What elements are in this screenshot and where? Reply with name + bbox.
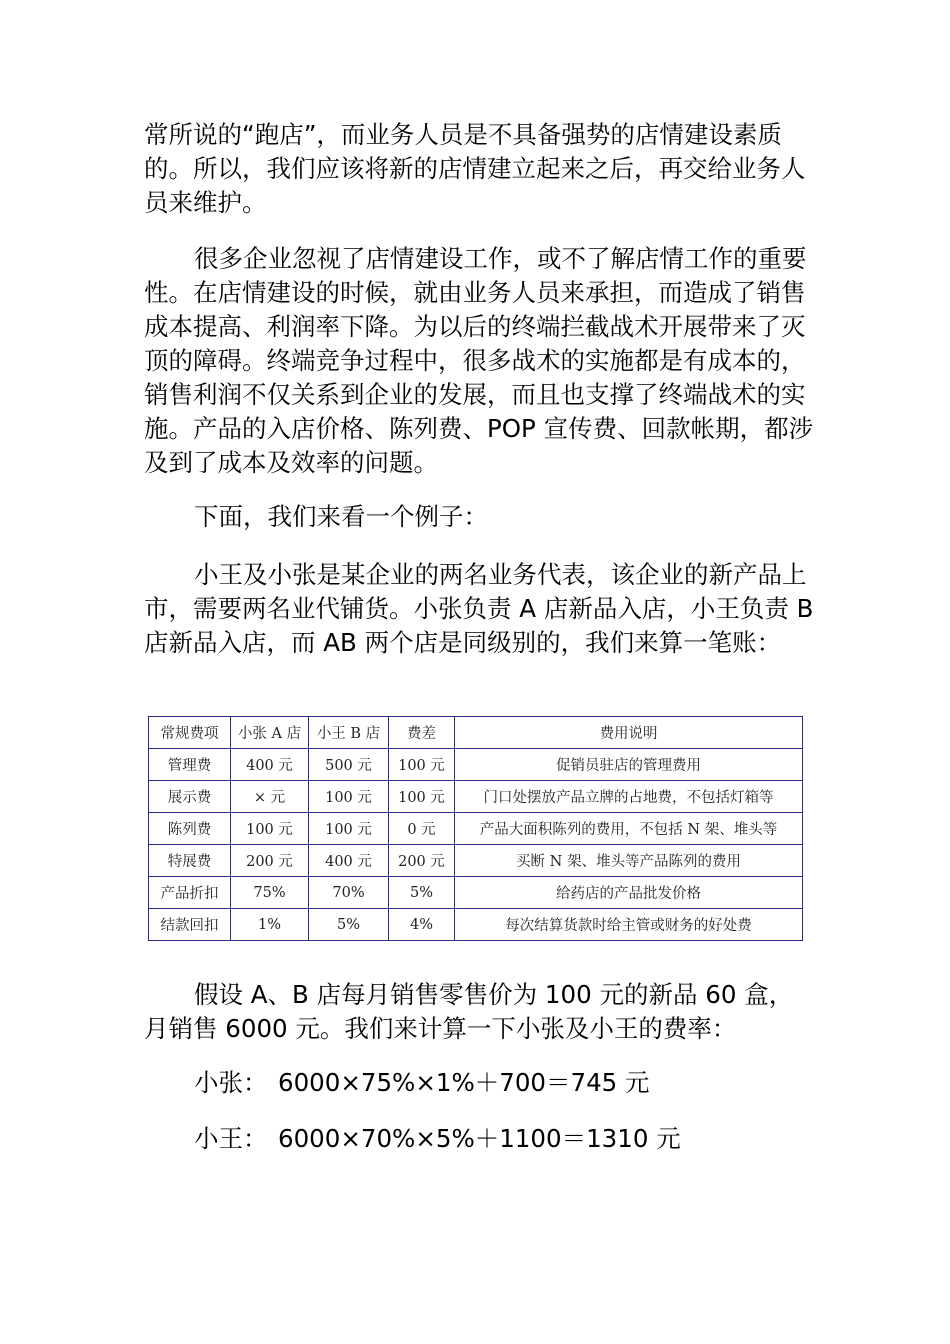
fee-comparison-table: [148, 716, 803, 941]
table-cell: 促销员驻店的管理费用: [455, 749, 803, 781]
table-row: [149, 749, 803, 781]
table-cell: 400 元: [309, 845, 389, 877]
table-cell: 200 元: [389, 845, 455, 877]
header-store-a: 小张 A 店: [231, 717, 309, 749]
table-row: [149, 813, 803, 845]
table-cell: 买断 N 架、堆头等产品陈列的费用: [455, 845, 803, 877]
table-row: [149, 845, 803, 877]
header-description: 费用说明: [455, 717, 803, 749]
table-cell: 500 元: [309, 749, 389, 781]
table-cell: 门口处摆放产品立牌的占地费，不包括灯箱等: [455, 781, 803, 813]
table-cell: × 元: [231, 781, 309, 813]
table-cell: 每次结算货款时给主管或财务的好处费: [455, 909, 803, 941]
table-cell: 5%: [309, 909, 389, 941]
table-row: [149, 781, 803, 813]
table-cell: 展示费: [149, 781, 231, 813]
table-row: [149, 877, 803, 909]
table-cell: 管理费: [149, 749, 231, 781]
table-cell: 0 元: [389, 813, 455, 845]
table-cell: 200 元: [231, 845, 309, 877]
formula-xiaowang: [194, 1122, 681, 1156]
table-cell: 特展费: [149, 845, 231, 877]
table-cell: 4%: [389, 909, 455, 941]
paragraph-text: 假设 A、B 店每月销售零售价为 100 元的新品 60 盒，月销售 6000 元。我们来计算一下小张及小王的费率：: [144, 980, 794, 1043]
table-cell: 1%: [231, 909, 309, 941]
table-cell: 100 元: [389, 781, 455, 813]
paragraph-4: [144, 558, 814, 660]
table-cell: 100 元: [231, 813, 309, 845]
formula-expression: 6000×75%×1%＋700＝745 元: [278, 1068, 650, 1097]
formula-label: 小王：: [194, 1124, 268, 1153]
table-cell: 产品大面积陈列的费用，不包括 N 架、堆头等: [455, 813, 803, 845]
table-cell: 给药店的产品批发价格: [455, 877, 803, 909]
table-cell: 100 元: [309, 813, 389, 845]
paragraph-5: [144, 978, 814, 1046]
header-store-b: 小王 B 店: [309, 717, 389, 749]
table-cell: 结款回扣: [149, 909, 231, 941]
table-cell: 5%: [389, 877, 455, 909]
formula-expression: 6000×70%×5%＋1100＝1310 元: [278, 1124, 681, 1153]
table-cell: 100 元: [309, 781, 389, 813]
table-header-row: [149, 717, 803, 749]
paragraph-text: 常所说的“跑店”，而业务人员是不具备强势的店情建设素质的。所以，我们应该将新的店情建立起来之后，再交给业务人员来维护。: [144, 120, 806, 217]
formula-label: 小张：: [194, 1068, 268, 1097]
header-difference: 费差: [389, 717, 455, 749]
table-cell: 400 元: [231, 749, 309, 781]
table-cell: 陈列费: [149, 813, 231, 845]
table-row: [149, 909, 803, 941]
table-cell: 70%: [309, 877, 389, 909]
header-fee-item: 常规费项: [149, 717, 231, 749]
formula-xiaozhang: [194, 1066, 650, 1100]
paragraph-2: [144, 242, 814, 480]
paragraph-3: [144, 500, 814, 534]
paragraph-text: 下面，我们来看一个例子：: [194, 502, 488, 531]
paragraph-text: 很多企业忽视了店情建设工作，或不了解店情工作的重要性。在店情建设的时候，就由业务人员来承担，而造成了销售成本提高、利润率下降。为以后的终端拦截战术开展带来了灭顶的障碍。终端竞争过程中，很多战术的实施都是有成本的，销售利润不仅关系到企业的发展，而且也支撑了终端战术的实施。产品的入店价格、陈列费、POP 宣传费、回款帐期，都涉及到了成本及效率的问题。: [144, 244, 814, 477]
paragraph-text: 小王及小张是某企业的两名业务代表，该企业的新产品上市，需要两名业代铺货。小张负责 A 店新品入店，小王负责 B 店新品入店，而 AB 两个店是同级别的，我们来算一笔账：: [144, 560, 814, 657]
table-cell: 产品折扣: [149, 877, 231, 909]
table-cell: 75%: [231, 877, 309, 909]
paragraph-1: [144, 118, 814, 220]
table-cell: 100 元: [389, 749, 455, 781]
